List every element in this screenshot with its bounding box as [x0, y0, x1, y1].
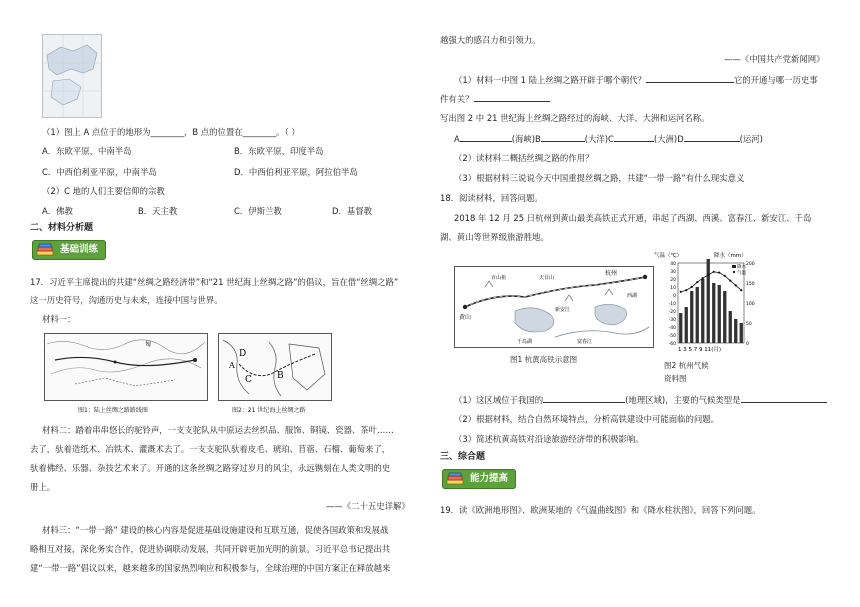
precip-bar [679, 313, 682, 343]
source-2: ——《中国共产党新闻网》 [724, 54, 825, 64]
precip-tick-label: 50 [746, 321, 752, 327]
railway-map-graphic [455, 267, 653, 347]
label-strait-b: (海峡)B [511, 134, 541, 144]
material-2-line-3: 驮着佛经、乐器、杂技艺术来了。开通的这条丝绸之路穿过岁月的风尘，永远镌刻在人类文明的史 [30, 463, 391, 473]
q2-option-b: B．天主教 [138, 206, 178, 216]
temperature-point [724, 275, 726, 277]
temperature-line [681, 272, 742, 292]
temp-tick-label: 20 [670, 277, 676, 283]
blank-canal[interactable] [684, 132, 740, 142]
material-2-line-4: 册上。 [30, 482, 56, 492]
russia-map-thumbnail [42, 34, 102, 118]
r-q1 [454, 73, 818, 86]
precip-bar [729, 311, 732, 343]
climate-chart-svg [652, 249, 764, 359]
material-2-line-2: 去了，驮着造纸术、冶铁术、灌溉术去了。一支支驼队驮着皮毛、琥珀、苜蓿、石榴、葡萄来了， [30, 444, 391, 454]
temp-tick-label: -60 [668, 341, 676, 347]
r-q1-part-b: 它的开通与哪一历史事 [733, 75, 818, 85]
r-q2: （2）读材料二概括丝绸之路的作用？ [454, 153, 594, 163]
precip-bar [712, 283, 715, 343]
precip-bar [696, 287, 699, 343]
section-3-heading: 三、综合题 [440, 452, 486, 462]
precip-bar [723, 291, 726, 343]
map-label-qiandaohu: 千岛湖 [517, 339, 533, 345]
map-label-fuchunjiang: 富春江 [577, 339, 593, 345]
r-q1-part-a: （1）材料一中图 1 陆上丝绸之路开辟于哪个朝代？ [454, 75, 646, 85]
legend-precip-swatch [732, 265, 736, 268]
fig2-letter-d: D [239, 349, 247, 359]
badge-basic-training-label: 基础训练 [60, 244, 99, 255]
plot-frame [678, 263, 744, 343]
label-ocean-c: (大洋)C [584, 134, 614, 144]
temperature-point [702, 277, 704, 279]
books-icon [36, 243, 54, 256]
fig1-label: 匈 [145, 341, 152, 348]
material-2-line-1: 材料二：踏着串串悠长的驼铃声，一支支驼队从中原运去丝织品、服饰、铜镜、瓷器、茶叶…… [42, 425, 394, 435]
fig2-letter-a: A [229, 361, 235, 370]
temp-tick-label: 0 [673, 293, 676, 299]
blank-continent[interactable] [614, 132, 654, 142]
precip-bar [718, 285, 721, 343]
temperature-point [740, 289, 742, 291]
temperature-point [718, 272, 720, 274]
precip-tick-label: 100 [746, 301, 755, 307]
temperature-point [696, 281, 698, 283]
map-label-xinanjiang: 新安江 [555, 307, 571, 313]
legend-temp-label: 气温 [737, 271, 746, 276]
railway-map-caption: 图1 杭黄高铁示意图 [510, 355, 578, 364]
q18-line-1: 2018 年 12 月 25 日杭州到黄山最美高铁正式开通，串起了西湖、西溪、富春江、新安江、千岛 [454, 213, 812, 223]
q18-heading: 18．阅读材料，回答问题。 [440, 193, 543, 203]
r-q1-part-c: 件有关？ [440, 94, 474, 104]
map-label-huangshan: 黄山 [459, 314, 472, 321]
books-icon-2 [446, 472, 464, 485]
temperature-point [707, 274, 709, 276]
temp-tick-label: 10 [670, 285, 676, 291]
label-canal: (运河) [739, 134, 763, 144]
temperature-point [713, 271, 715, 273]
temperature-point [685, 289, 687, 291]
legend-temp-swatch [733, 271, 735, 273]
blank-strait[interactable] [460, 132, 512, 142]
material-3-line-1: 材料三：“一带一路” 建设的核心内容是促进基础设施建设和互联互通，促使各国政策和发展战 [42, 525, 389, 535]
fig2-letter-b: B [277, 371, 284, 381]
temp-tick-label: 30 [670, 269, 676, 275]
material-3-line-2: 略相互对接，深化务实合作，促进协调联动发展，共同开辟更加光明的前景。习近平总书记提出共 [30, 544, 391, 554]
material-3-line-3: 建“一带一路”倡议以来，越来越多的国家热烈响应和积极参与，全球治理的中国方案正在释放越来 [30, 563, 391, 573]
fig1-caption: 图1：陆上丝绸之路路线图 [78, 407, 148, 414]
land-silk-road-graphic [45, 334, 207, 400]
map-label-hangzhou: 杭州 [605, 270, 618, 277]
right-line-1: 越强大的感召力和引领力。 [440, 35, 541, 45]
section-2-heading: 二、材料分析题 [30, 223, 94, 233]
label-a: A [454, 134, 460, 144]
precip-bar [740, 323, 743, 343]
temperature-point [691, 286, 693, 288]
label-continent-d: (大洲)D [653, 134, 684, 144]
climate-caption-2: 资料图 [664, 374, 687, 383]
r-abcd-row [454, 132, 763, 145]
clim-legend [732, 263, 746, 276]
temperature-point [680, 291, 682, 293]
clim-right-unit: 降水（mm） [714, 253, 747, 259]
blank-climate-type[interactable] [741, 393, 827, 403]
map-label-xihu: 西湖 [627, 293, 638, 299]
temp-tick-label: -30 [668, 317, 676, 323]
q18-sub1 [454, 393, 827, 406]
climate-caption-1: 图2 杭州气候 [664, 361, 709, 370]
q17-line-1: 17．习近平主席提出的共建“丝绸之路经济带”和“21 世纪海上丝绸之路”的倡议，旨在借“丝绸之路” [30, 277, 399, 287]
temp-tick-label: -50 [668, 333, 676, 339]
option-c: C．中西伯利亚平原，中南半岛 [42, 167, 157, 177]
precip-bar [685, 307, 688, 343]
russia-map-graphic [43, 35, 101, 117]
hangzhou-climate-chart [652, 249, 764, 359]
blank-region[interactable] [543, 393, 625, 403]
precip-bar [734, 319, 737, 343]
source-1: ——《二十五史详解》 [326, 501, 410, 511]
material-1-label: 材料一： [42, 314, 76, 324]
badge-ability-improve [442, 469, 516, 489]
r-q3: （3）根据材料三说说今天中国重提丝绸之路，共建“一带一路”有什么现实意义 [454, 173, 745, 183]
clim-months: 1 3 5 7 9 11(月) [678, 347, 722, 353]
q2-option-d: D．基督教 [332, 206, 372, 216]
land-silk-road-map [44, 333, 208, 401]
q18-sub1-a: （1）这区域位于我国的 [454, 395, 544, 405]
badge-ability-improve-label: 能力提高 [470, 473, 509, 484]
precip-tick-label: 150 [746, 281, 755, 287]
precip-bar [701, 279, 704, 343]
hanghuang-railway-map [454, 266, 654, 348]
q18-sub1-b: (地理区域)，主要的气候类型是 [625, 395, 741, 405]
option-d: D．中西伯利亚平原，阿拉伯半岛 [234, 167, 358, 177]
temp-tick-label: -20 [668, 309, 676, 315]
temperature-point [735, 284, 737, 286]
precip-tick-label: 200 [746, 261, 755, 267]
temp-tick-label: 40 [670, 261, 676, 267]
fig2-letter-c: C [245, 375, 252, 385]
map-label-tianmushan: 天目山 [539, 275, 555, 281]
maritime-silk-road-map [218, 333, 332, 401]
temperature-point [729, 280, 731, 282]
clim-line-group [680, 271, 743, 293]
question-2-stem: （2）C 地的人们主要信仰的宗教 [42, 186, 165, 196]
q17-line-2: 这一历史符号，沟通历史与未来，连接中国与世界。 [30, 295, 223, 305]
legend-precip-label: 降水 [737, 265, 746, 270]
answer-blank-event[interactable] [474, 92, 550, 102]
precip-bar [690, 291, 693, 343]
answer-blank-dynasty[interactable] [646, 73, 734, 83]
temp-tick-label: -40 [668, 325, 676, 331]
q18-sub2: （2）根据材料，结合自然环境特点，分析高铁建设中可能面临的问题。 [454, 414, 719, 424]
question-1-stem: （1）图上 A 点位于的地形为________，B 点的位置在________。（ ） [42, 127, 300, 137]
r-write: 写出图 2 中 21 世纪海上丝绸之路经过的海峡、大洋、大洲和运河名称。 [440, 113, 710, 123]
q2-option-c: C．伊斯兰教 [234, 206, 282, 216]
r-q1-c [440, 92, 550, 105]
map-label-baishanzu: 百山祖 [491, 275, 507, 281]
q18-sub3: （3）简述杭黄高铁对沿途旅游经济带的积极影响。 [454, 434, 644, 444]
option-b: B．东欧平原，印度半岛 [234, 146, 324, 156]
blank-ocean[interactable] [541, 132, 585, 142]
precip-bar [707, 259, 710, 343]
temp-tick-label: -10 [668, 301, 676, 307]
maritime-silk-road-graphic [219, 334, 331, 400]
fig2-caption: 图2：21 世纪海上丝绸之路 [232, 407, 306, 414]
q2-option-a: A．佛教 [42, 206, 73, 216]
option-a: A．东欧平原，中南半岛 [42, 146, 132, 156]
clim-left-unit: 气温（℃） [654, 253, 683, 259]
q19-stem: 19．读《欧洲地形图》、欧洲某地的《气温曲线图》和《降水柱状图》，回答下列问题。 [440, 505, 761, 515]
q18-line-2: 湖、黄山等世界级旅游胜地。 [440, 232, 549, 242]
badge-basic-training [32, 240, 106, 260]
precip-tick-label: 0 [746, 341, 749, 347]
